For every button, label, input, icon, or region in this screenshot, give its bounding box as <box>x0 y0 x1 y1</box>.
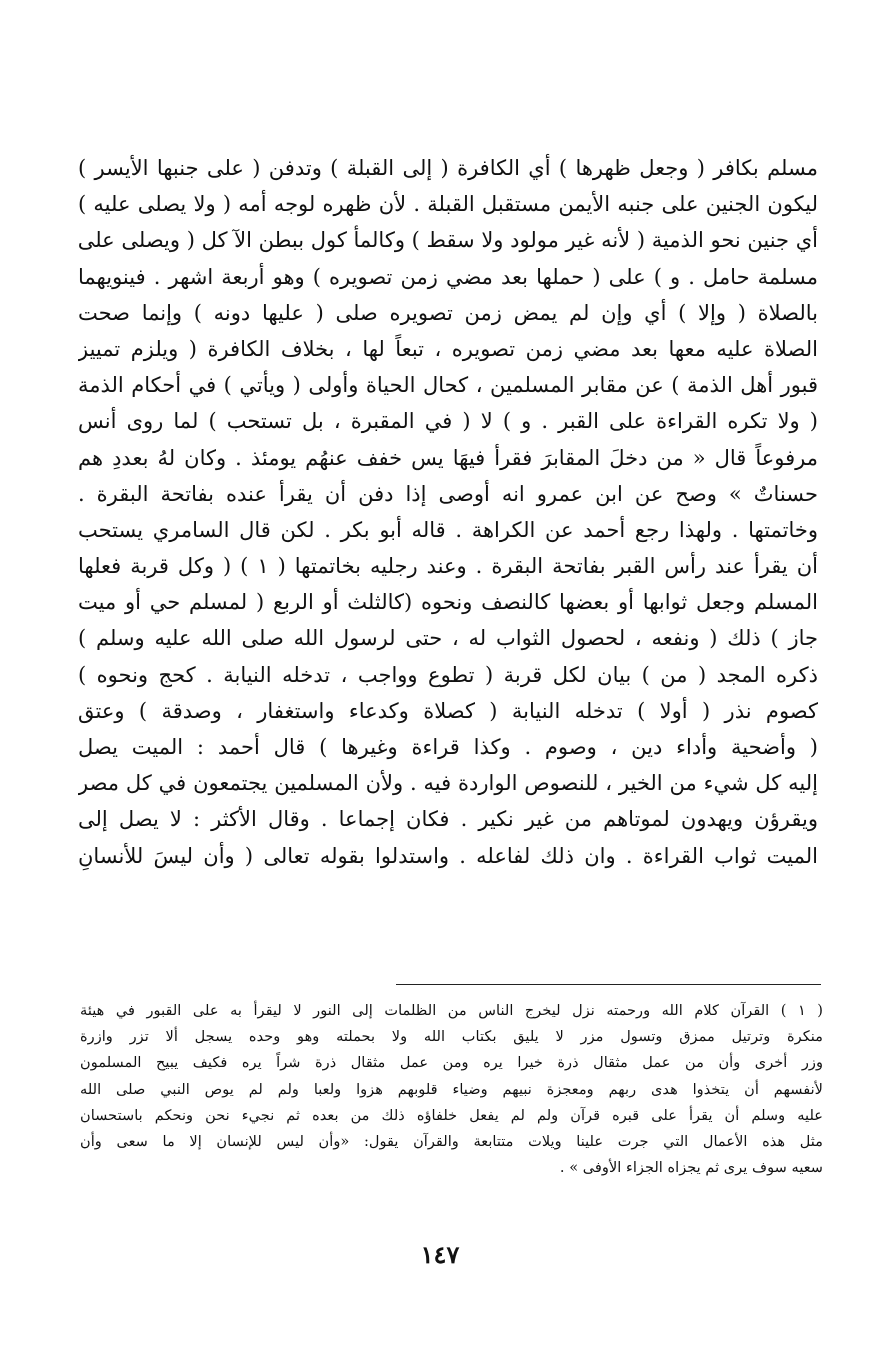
text-line: جاز ) ذلك ( ونفعه ، لحصول الثواب له ، حتى لرسول الله صلى الله عليه وسلم ) <box>78 626 818 651</box>
text-line: مسلمة حامل . و ) على ( حملها بعد مضي زمن تصويره ) وهو أربعة اشهر . فينويهما <box>78 264 818 289</box>
footnote-line: مثل هذه الأعمال التي جرت علينا ويلات متتابعة والقرآن يقول: «وأن ليس للإنسان إلا ما سعى وأن <box>80 1132 823 1150</box>
footnote-line: سعيه سوف يرى ثم يجزاه الجزاء الأوفى » . <box>559 1159 823 1177</box>
text-line: ( وأضحية وأداء دين ، وصوم . وكذا قراءة وغيرها ) قال أحمد : الميت يصل <box>78 735 818 759</box>
footnote-line: لأنفسهم أن يتخذوا هدى ربهم ومعجزة نبيهم وضياء قلوبهم هزوا ولعبا ولم لم يوص النبي صلى الله <box>80 1080 823 1098</box>
footnote-line: ( ١ ) القرآن كلام الله ورحمته نزل ليخرج الناس من الظلمات إلى النور لا ليقرأ به على القبور في هيئة <box>80 1002 823 1019</box>
text-line: أي جنين نحو الذمية ( لأنه غير مولود ولا سقط ) وكالمأ كول ببطن الآ كل ( ويصلى على <box>78 228 818 253</box>
text-line: المسلم وجعل ثوابها أو بعضها كالنصف ونحوه (كالثلث أو الربع ( لمسلم حي أو ميت <box>78 590 818 615</box>
text-line: مرفوعاً قال « من دخلَ المقابرَ فقرأ فيهَا يس خفف عنهُم يومئذ . وكان لهُ بعددِ هم <box>78 445 818 470</box>
page-number: ١٤٧ <box>420 1240 460 1269</box>
text-line: وخاتمتها . ولهذا رجع أحمد عن الكراهة . قاله أبو بكر . لكن قال السامري يستحب <box>78 517 818 542</box>
text-line: كصوم نذر ( أولا ) تدخله النيابة ( كصلاة وكدعاء واستغفار ، وصدقة ) وعتق <box>78 698 818 723</box>
text-line: الميت ثواب القراءة . وان ذلك لفاعله . واستدلوا بقوله تعالى ( وأن ليسَ للأنسانِ <box>78 843 818 868</box>
text-line: إليه كل شيء من الخير ، للنصوص الواردة فيه . ولأن المسلمين يجتمعون في كل مصر <box>78 771 818 796</box>
text-line: قبور أهل الذمة ) عن مقابر المسلمين ، كحال الحياة وأولى ( ويأتي ) في أحكام الذمة <box>78 373 818 398</box>
footnote-line: وزر أخرى وأن من عمل مثقال ذرة خيرا يره ومن عمل مثقال ذرة شراً يره فكيف يبيح المسلمون <box>80 1054 823 1072</box>
footnote-section <box>80 998 823 1181</box>
text-line: ( ولا تكره القراءة على القبر . و ) لا ( في المقبرة ، بل تستحب ) لما روى أنس <box>78 409 818 434</box>
footnote-line: عليه وسلم أن يقرأ على قبره قرآن ولم لم يفعل خلفاؤه ذلك من بعده ثم نجيء نحن ونحكم باستحسان <box>80 1106 823 1124</box>
text-line: حسناتٌ » وصح عن ابن عمرو انه أوصى إذا دفن أن يقرأ عنده بفاتحة البقرة . <box>78 481 818 506</box>
text-line: مسلم بكافر ( وجعل ظهرها ) أي الكافرة ( إلى القبلة ) وتدفن ( على جنبها الأيسر ) <box>78 156 818 180</box>
text-line: أن يقرأ عند رأس القبر بفاتحة البقرة . وعند رجليه بخاتمتها ( ١ ) ( وكل قربة فعلها <box>78 554 818 579</box>
text-line: ويقرؤن ويهدون لموتاهم من غير نكير . فكان إجماعا . وقال الأكثر : لا يصل إلى <box>78 807 818 832</box>
text-line: بالصلاة ( وإلا ) أي وإن لم يمض زمن تصويره صلى ( عليها دونه ) وإنما صحت <box>78 300 818 325</box>
main-text-body <box>78 150 818 874</box>
text-line: ذكره المجد ( من ) بيان لكل قربة ( تطوع وواجب ، تدخله النيابة . كحج ونحوه ) <box>78 662 818 687</box>
text-line: ليكون الجنين على جنبه الأيمن مستقبل القبلة . لأن ظهره لوجه أمه ( ولا يصلى عليه ) <box>78 192 818 217</box>
footnote-divider <box>396 984 821 985</box>
footnote-line: منكرة وترتيل ممزق وتسول مزر لا يليق بكتاب الله ولا بحملته وهو وحده يسجل ألا تزر وازرة <box>80 1028 823 1046</box>
text-line: الصلاة عليه معها بعد مضي زمن تصويره ، تبعاً لها ، بخلاف الكافرة ( ويلزم تمييز <box>78 336 818 361</box>
